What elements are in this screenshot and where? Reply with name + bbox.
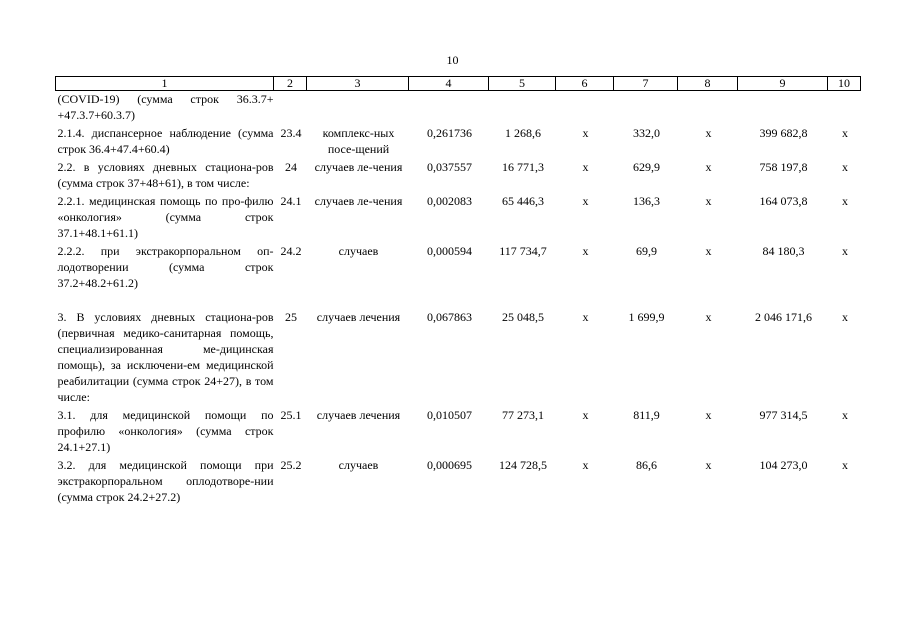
table-cell: х bbox=[842, 408, 848, 422]
row-label: 2.2. в условиях дневных стациона-ров (сумма строк 37+48+61), в том числе: bbox=[57, 160, 274, 190]
table-cell: х bbox=[582, 458, 589, 472]
header-row bbox=[56, 77, 861, 91]
table-cell bbox=[614, 91, 678, 126]
table-cell: х bbox=[705, 244, 712, 258]
table-cell: 1 268,6 bbox=[505, 126, 541, 140]
table-row bbox=[56, 309, 861, 407]
row-label: 2.2.1. медицинская помощь по про-филю «онкология» (сумма строк 37.1+48.1+61.1) bbox=[57, 194, 274, 240]
table-cell: х bbox=[842, 160, 848, 174]
table-cell: 2 046 171,6 bbox=[755, 310, 812, 324]
table-cell: 16 771,3 bbox=[502, 160, 544, 174]
table-cell: 25.2 bbox=[280, 458, 302, 472]
table-cell: случаев ле-чения bbox=[314, 160, 403, 174]
table-cell: 0,002083 bbox=[427, 194, 472, 208]
table-cell: 332,0 bbox=[633, 126, 660, 140]
table-cell: 65 446,3 bbox=[502, 194, 544, 208]
table-cell: 104 273,0 bbox=[759, 458, 808, 472]
row-label: 3.2. для медицинской помощи при экстракорпоральном оплодотворе-нии (сумма строк 24.2+27.2) bbox=[57, 458, 274, 504]
table-cell: х bbox=[582, 126, 589, 140]
header-cell: 4 bbox=[409, 77, 489, 91]
table-cell: 629,9 bbox=[633, 160, 660, 174]
row-label: (COVID-19) (сумма строк 36.3.7+ +47.3.7+60.3.7) bbox=[57, 92, 274, 122]
table-cell bbox=[738, 91, 828, 126]
table-cell: 25.1 bbox=[280, 408, 302, 422]
table-cell: х bbox=[842, 194, 848, 208]
table-cell: 25 048,5 bbox=[502, 310, 544, 324]
table-cell: х bbox=[582, 408, 589, 422]
table-cell bbox=[274, 91, 307, 126]
table-cell: случаев лечения bbox=[316, 408, 401, 422]
header-cell: 1 bbox=[56, 77, 274, 91]
table-cell: 23.4 bbox=[280, 126, 302, 140]
table-cell: случаев ле-чения bbox=[314, 194, 403, 208]
table-cell: 758 197,8 bbox=[759, 160, 808, 174]
table-cell: х bbox=[705, 310, 712, 324]
table-cell: 136,3 bbox=[633, 194, 660, 208]
table-cell: х bbox=[842, 458, 848, 472]
table-cell: случаев bbox=[338, 244, 379, 258]
row-label: 3. В условиях дневных стациона-ров (первичная медико-санитарная помощь, специализированная ме-дицинская помощь), за исключени-ем медицинской реабилитации (сумма строк 24+27), в том числе: bbox=[57, 310, 274, 404]
table-cell: 24.1 bbox=[280, 194, 302, 208]
row-label: 2.2.2. при экстракорпоральном оп-лодотворении (сумма строк 37.2+48.2+61.2) bbox=[57, 244, 274, 290]
table-cell: 24.2 bbox=[280, 244, 302, 258]
table-row bbox=[56, 457, 861, 507]
table-cell: 399 682,8 bbox=[759, 126, 808, 140]
table-cell: х bbox=[705, 126, 712, 140]
table-cell: 0,067863 bbox=[427, 310, 472, 324]
header-cell: 7 bbox=[614, 77, 678, 91]
row-label: 3.1. для медицинской помощи по профилю «онкология» (сумма строк 24.1+27.1) bbox=[57, 408, 274, 454]
table-row bbox=[56, 125, 861, 159]
table-cell bbox=[556, 91, 614, 126]
table-cell: случаев bbox=[338, 458, 379, 472]
table-cell: 164 073,8 bbox=[759, 194, 808, 208]
header-cell: 2 bbox=[274, 77, 307, 91]
table-cell bbox=[828, 91, 861, 126]
table-cell: х bbox=[582, 244, 589, 258]
table-cell: 25 bbox=[285, 310, 297, 324]
table-cell bbox=[307, 91, 409, 126]
table-cell: случаев лечения bbox=[316, 310, 401, 324]
header-cell: 3 bbox=[307, 77, 409, 91]
table-cell: 24 bbox=[285, 160, 297, 174]
table-cell: х bbox=[842, 244, 848, 258]
table-cell: комплекс-ных посе-щений bbox=[322, 126, 395, 156]
table-cell bbox=[409, 91, 489, 126]
table-cell: х bbox=[705, 408, 712, 422]
header-cell: 6 bbox=[556, 77, 614, 91]
table-cell: 69,9 bbox=[636, 244, 657, 258]
header-cell: 5 bbox=[489, 77, 556, 91]
table-cell: х bbox=[582, 160, 589, 174]
table-cell: х bbox=[705, 160, 712, 174]
table-cell: 1 699,9 bbox=[628, 310, 665, 324]
table-cell: 117 734,7 bbox=[499, 244, 547, 258]
table-cell: 0,037557 bbox=[427, 160, 472, 174]
table-cell: 84 180,3 bbox=[762, 244, 805, 258]
header-cell: 8 bbox=[678, 77, 738, 91]
header-cell: 10 bbox=[828, 77, 861, 91]
table-row bbox=[56, 407, 861, 457]
header-cell: 9 bbox=[738, 77, 828, 91]
table-cell: х bbox=[842, 310, 848, 324]
data-table bbox=[55, 76, 861, 507]
table-cell: 0,000695 bbox=[427, 458, 472, 472]
row-label: 2.1.4. диспансерное наблюдение (сумма строк 36.4+47.4+60.4) bbox=[57, 126, 274, 156]
table-cell: х bbox=[705, 458, 712, 472]
table-cell: х bbox=[842, 126, 848, 140]
table-cell: х bbox=[582, 310, 589, 324]
table-cell bbox=[489, 91, 556, 126]
table-cell: 124 728,5 bbox=[499, 458, 547, 472]
table-row bbox=[56, 91, 861, 126]
table-cell: 977 314,5 bbox=[759, 408, 808, 422]
table-cell: 77 273,1 bbox=[502, 408, 544, 422]
spacer-row bbox=[56, 293, 861, 309]
table-cell: х bbox=[582, 194, 589, 208]
table-cell bbox=[678, 91, 738, 126]
table-cell: 0,010507 bbox=[427, 408, 472, 422]
table-cell: 0,261736 bbox=[427, 126, 472, 140]
table-cell: х bbox=[705, 194, 712, 208]
page-number: 10 bbox=[446, 53, 459, 67]
table-row bbox=[56, 159, 861, 193]
table-cell: 0,000594 bbox=[427, 244, 472, 258]
table-row bbox=[56, 243, 861, 293]
table-cell: 86,6 bbox=[636, 458, 657, 472]
table-row bbox=[56, 193, 861, 243]
table-cell: 811,9 bbox=[633, 408, 660, 422]
